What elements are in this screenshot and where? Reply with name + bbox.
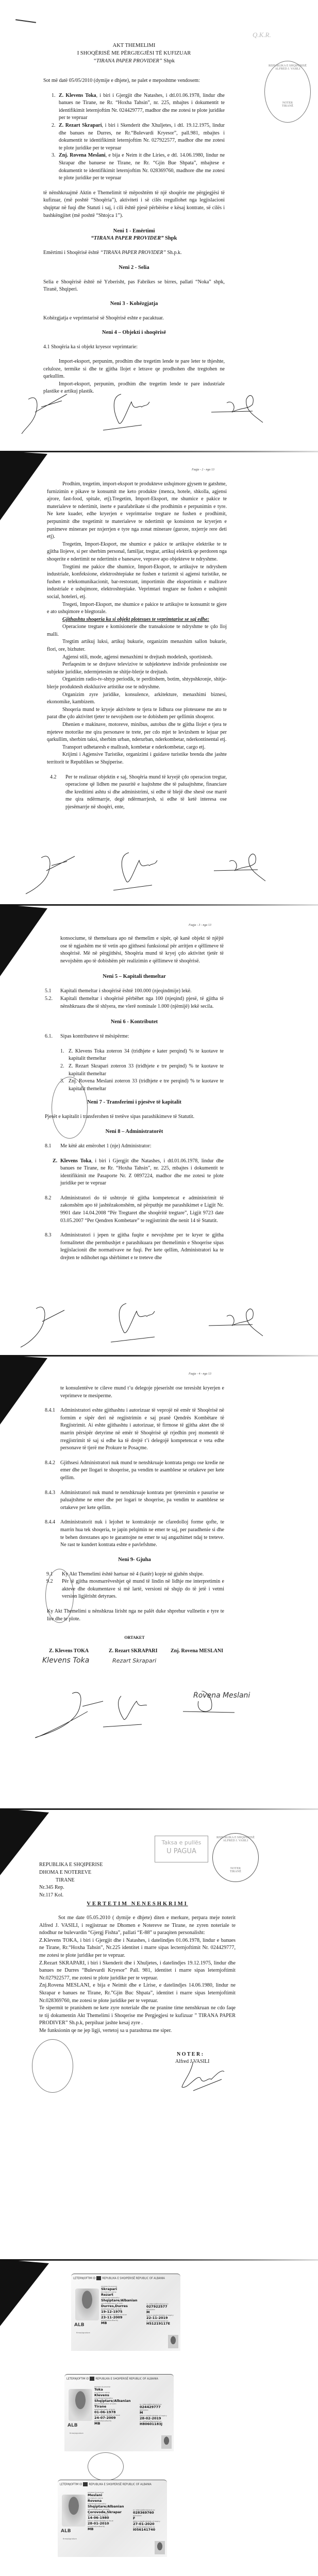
- party-2: 2. Z. Rezart Skrapari, i biri i Skenderit dhe Xhuljetes, i dtl. 19.12.1975, lindur dhe banues ne Durres, ne Rr.“Bulevardi Kryesor”, pall.981, mbajtes i dokumentit te identifikimit leternjoftim Nr. 027922577, madhor dhe me zotesi te plote juridike per te vepruar: [52, 122, 225, 151]
- clause-6-1: 6.1. Sipas kontributeve të mësipërme:: [45, 1033, 224, 1041]
- object-paragraph: Organizim zyre juridike, konsulence, arkitekture, menaxhimi biznesi, ekonomike, kambizem.: [47, 691, 227, 705]
- closing-statement: Ky Akt Themelimi u nënshkrua lirisht nga ne palët duke shprehur vullnetin e tyre te lire dhe te plote.: [47, 1608, 224, 1622]
- object-paragraph: Agjensi stili, mode, agjensi menaxhimi te drejtash modelesh, sportistesh.: [62, 654, 213, 660]
- share-item: 3. Znj. Rovena Meslani zoteron 33 (tridhjete e tre perqind) % te kuotave te kapitalit themeltar: [60, 1078, 224, 1092]
- object-paragraph: Tregtim artikuj luksi, artikuj bukurie, organizim menaxhim sallon bukurie, flori, ore, bizhuter.: [47, 639, 227, 653]
- certificate-title: VERTETIM NENESHKRIMI: [87, 1901, 188, 1907]
- page-3: [0, 904, 318, 1355]
- clause-4-2: 4.2 Per te realizuar objektin e saj, Shoqëria mund të kryejë çdo operacion tregtar, operacione që lidhen me pasuritë e luajtshme dhe të paluajtshme, financiare dhe kreditimi ashtu si dhe administrimi, si edhe të blejë dhe shesë ose marrë me qira ndërmarrje, degë ndërmarrjesh, si edhe të ketë interesa ose pjesëmarrje në shoqëri, ente,: [50, 774, 227, 810]
- article-3-heading: Neni 3 - Kohëzgjatja: [110, 300, 158, 307]
- page-3-content: [45, 935, 224, 1262]
- party-3: 3. Znj. Rovena Meslani, e bija e Neim it dhe Liries, e dtl. 14.06.1980, lindur ne Skrapar dhe banuese ne Tirane, ne Rr. “Gjin Bue Shpata”, mbajtese e dokumentit te identifikimit leternjoftim Nr. 028369760, madhore dhe me zotesi te plote juridike per te vepruar: [52, 152, 225, 181]
- handwritten-name: Rovena Meslani: [193, 1691, 250, 1700]
- clause-number: 8.2: [45, 1195, 52, 1201]
- partners-heading: ORTAKET: [124, 1635, 145, 1640]
- flag-icon: [90, 2377, 94, 2381]
- page-5-notary-certificate: [0, 1808, 318, 2259]
- article-1-text: Emërtimi i Shoqërisë është “TIRANA PAPER PROVIDER” Sh.p.k.: [43, 250, 182, 256]
- clause-8-4-4: 8.4.4 Administratorit nuk i lejohet te kontraktoje ne cfaredolloj forme qofte, te marrin hua tek shoqeria, te japin pelqimin ne emer te saj, per paradhenie si dhe te behen dorezanes apo te garantojne ne emer te saj angazhimet ndaj te treteve. Ne rast te kundert kontrata eshte e pavlefshme.: [45, 1519, 224, 1548]
- folded-corner: [0, 904, 52, 976]
- object-paragraph: Transport udhetaresh e mallrash, kombetar e nderkombetar, cargo etj.: [62, 744, 206, 750]
- clause-5-1: 5.1 Kapitali themeltar i shoqërisë është 100.000 (njeqindmije) lekë.: [45, 988, 224, 995]
- administrator: Z. Klevens Toka, i biri i Gjergjit dhe Natashes, i dtl.01.06.1978, lindur dhe banues ne Tirane, ne Rr. “Hoxha Tahsin”, nr. 225, mbajtes i dokumentit te identifikimit me Pasaporte Nr. Z 0897224, madhor dhe me zotesi te plote juridike per te vepruar: [53, 1158, 224, 1187]
- tax-paid-stamp: Taksa e pullës U PAGUA: [155, 1836, 208, 1862]
- page-number: Faqja - 4 - nga 13: [189, 1372, 211, 1376]
- certificate-paragraph: Znj.Rovena MESLANI, e bija e Neimit dhe e Lirise, e datelindjes 14.06.1980, lindur ne Skrapar e banues ne Tirane, Rr.”Gjin Buc Shpata”, identitet i marre sipas leternjoftimit Nr.028369760, me zotesi te plote juridike per te vepruar.: [39, 1982, 236, 2004]
- supplementary-heading: Gjithashtu shoqeria ka si objekt plotesues te veprimtarise se saj edhe:: [62, 616, 210, 622]
- clause-number: 5.1: [45, 988, 52, 994]
- flag-icon: [96, 2276, 101, 2280]
- article-7-text: Pjesët e kapitalit i transferohen të tretëve sipas parashikimeve të Statutit.: [45, 1114, 195, 1120]
- id-photo: [62, 2495, 86, 2527]
- certificate-body: [39, 1914, 236, 2035]
- clause-8-3: 8.3 Administratori i jepen te gjitha fuqite e nevojshme per te kryer te gjitha formalitetet dhe permbushjet e parashikuara per themelimin e Shoqerise sipas legjislacionit dhe normativave ne fuqi. Per kete qellim, Administratori ka te drejten te ndihohet nga shërbimet e te treteve dhe: [45, 1232, 224, 1261]
- page-1-content: [43, 42, 225, 396]
- company-name: “TIRANA PAPER PROVIDER” Shpk: [93, 58, 175, 64]
- id-photo: [69, 2389, 92, 2421]
- flag-icon: [83, 2482, 88, 2486]
- object-paragraph: Prodhim, tregetim, import-eksport te produkteve ushqimore gjysem te gatshme, furnizimin e pikave te konsumit me keto produkte (menca, hotele, shkolla, agjensi ajrore, fast-food, spitale, etj).Tregetim, Import-Eksport, me shumice e pakice te materialeve te ndertimit, inerte e parafabrikate si dhe prodhimin e perpunimin e tyre. Ne kete kuader, edhe kryerjen e veprimtarise tregtare ne fushen e prodhimit, perpunimit dhe tregetimit te materialeve te ndertimit qe konsiston ne kryerjen e punimeve minerare per nxjerrjen e tyre nga zonat minerare (gurore, nxjerrje rere deti etj).: [47, 481, 227, 540]
- article-8-heading: Neni 8 – Administratorët: [105, 1128, 163, 1134]
- notary-signature: [178, 2059, 229, 2095]
- id-card: LETERNJOFTIM ID REPUBLIKA E SHQIPERISË REPUBLIC OF ALBANIA ALB firma/signature mbiemri/surname Skrapari emri/given name Rezart shtetësia/nationality Shqiptare/Albanian vendlindja/place of birth Durres,Durres datëlindja/date of birth 19-12-1975 data e lëshimit/date of issue 23-11-2009 autoriteti/authority MB nr. leternjoftimit/card no 027922577 gjinia/sex M data e skadimit/date of expiry 22-11-2019 nr. personal/personal no H51219117E: [71, 2274, 180, 2351]
- folded-corner: [0, 451, 52, 523]
- clause-number: 4.2: [50, 774, 57, 780]
- party-1: 1. Z. Klevens Toka, i biri i Gjergjit dhe Natashes, i dtl.01.06.1978, lindur dhe banues ne Tirane, ne Rr. “Hoxha Tahsin”, nr. 225, mbajtes i dokumentit te identifikimit leternjoftim Nr. 024429777, madhor dhe me zotesi te plote juridike per te vepruar: [52, 92, 225, 121]
- object-paragraph: Tregeti, Import-Eksport, me shumice e pakice te artikujve te konsumit te gjere e ato ushqimore e blegtorale.: [47, 601, 227, 615]
- clause-number: 8.3: [45, 1232, 52, 1239]
- clause-number: 8.4.4: [45, 1519, 55, 1526]
- article-4-1: 4.1 Shoqëria ka si objekt kryesor veprimtarie:: [43, 344, 138, 350]
- partner-name: Z. Klevens TOKA: [49, 1648, 89, 1654]
- article-1-subheading: “TIRANA PAPER PROVIDER” Shpk: [91, 235, 177, 242]
- partner-name: Z. Rezart SKRAPARI: [109, 1648, 158, 1654]
- continuation: te konsulentëve te cileve mund t’u delegoje pjeserisht ose teresisht kryerjen e veprimeve te mesiperme.: [60, 1385, 224, 1399]
- clause-number: 9.1: [46, 1571, 53, 1577]
- signatures: [10, 850, 309, 902]
- id-photo-small: [168, 2335, 178, 2348]
- share-item: 2. Z. Rezart Skrapari zoteron 33 (tridhjete e tre perqind) % te kuotave te kapitalit themeltar: [60, 1063, 224, 1077]
- clause-8-4-3: 8.4.3 Administratori nuk mund te nenshkruaje kontrata per tjetersimin e pasurise se paluajtshme ne emer dhe per logari te shoqerise, pa vendim te asamblese se ortakeve per kete qellim.: [45, 1489, 224, 1511]
- notary-label: N O T E R :: [177, 2052, 204, 2057]
- id-card: LETERNJOFTIM ID REPUBLIKA E SHQIPERISË REPUBLIC OF ALBANIA ALB firma/signature mbiemri/surname Toka emri/given name Klevens shtetësia/nationality Shqiptare/Albanian vendlindja/place of birth Tirane datëlindja/date of birth 01-06-1978 data e lëshimit/date of issue 24-07-2009 autoriteti/authority MB nr. leternjoftimit/card no 024429777 gjinia/sex M data e skadimit/date of expiry 28-02-2019 nr. personal/personal no H80601183J: [64, 2374, 174, 2451]
- object-paragraph: Import-eksport, perpunim, prodhim dhe tregetim lende te pare industriale plastike e artikuj plastik.: [43, 381, 225, 395]
- page-2: [0, 451, 318, 904]
- article-1-heading: Neni 1 - Emërtimi: [113, 228, 155, 234]
- folded-corner: [0, 2259, 52, 2331]
- notary-stamp: REPUBLIKA E SHQIPËRISË ALFRED J. VASILI NOTER TIRANË: [212, 1833, 259, 1882]
- clause-9-2: 9.2 Për të gjitha mosmarrëveshjet që mund të lindin në lidhje me interpretimin e akteve dhe dokumentave si më lartë, versioni në shqip do të jetë i vetmi version ligjërisht detyrues.: [46, 1579, 224, 1600]
- id-photo-small: [161, 2435, 172, 2449]
- notary-header: REPUBLIKA E SHQIPERISE DHOMA E NOTEREVE TIRANE Nr.345 Rep. Nr.117 Kol.: [39, 1862, 103, 1899]
- doc-title: AKT THEMELIMI: [112, 43, 156, 48]
- object-paragraph: Perfaqesim te se drejtave televizive te subjekteteve individe profesioniste ose subjekte juridike, ndermjetesim ne shitje-blerje te drejtash.: [47, 662, 227, 675]
- id-card: LETERNJOFTIM ID REPUBLIKA E SHQIPERISË REPUBLIC OF ALBANIA ALB firma/signature mbiemri/surname Meslani emri/given name Rovena shtetësia/nationality Shqiptare/Albanian vendlindja/place of birth Çorovode,Skrapar datëlindja/date of birth 14-06-1980 data e lëshimit/date of issue 28-01-2010 autoriteti/authority MB nr. leternjoftimit/card no 028369760 gjinia/sex F data e skadimit/date of expiry 27-01-2020 nr. personal/personal no I056141740: [58, 2480, 167, 2557]
- id-photo-small: [155, 2541, 165, 2554]
- clause-number: 8.4.3: [45, 1489, 55, 1496]
- clause-5-2: 5.2. Kapitali themeltar i shoqërisë përbëhet nga 100 (njeqind) pjesë, të gjitha të nënshkruara dhe të shlyera, me vlerë nominale 1.000 (njëmijë) lekë secila.: [45, 995, 224, 1009]
- clause-8-4-1: 8.4.1 Administratori eshte gjithashtu i autorizuar të veprojë në emër të Shoqërisë në formim e sipër deri në regjistrimin e saj pranë Qendrës Kombëtare të Regjistrimit. Ai eshte gjithashtu i autorizuar, të firmose të gjitha aktet dhe të marrin përsipër detyrime në emër të Shoqërisë që rrjedhin prej momentit të rregjistrimit të saj si edhe ka të drejtë t’i delegojë kompetencat e veta edhe personave të tjerë me Prokure te Posaçme.: [45, 1408, 224, 1451]
- id-photo: [75, 2289, 99, 2320]
- page-4-content: [42, 1385, 250, 1709]
- object-paragraph: Organizim radio-tv-shtyp periodik, te perditshem, botim, shtypshkronje, shitje-blerje produktesh ekskluzive artistike ose te ndryshme.: [47, 676, 227, 690]
- founding-paragraph: të nënshkruajmë Aktin e Themelimit të mëposhtëm të një shoqërie me përgjegjësi të kufizuar, (më poshtë “Shoqëria”), aktiviteti i së cilës rregullohet nga legjislacioni shqiptar në fuqi dhe Statuti i saj, i cili është pjesë përbërëse e kësaj kontrate, së cilës i bashkëngjitet (më poshtë “Shtojca 1”).: [43, 190, 225, 218]
- signatures: [21, 1691, 289, 1742]
- partner-name: Znj. Rovena MESLANI: [171, 1648, 223, 1654]
- clause-8-1: 8.1 Me këtë akt emërohet 1 (nje) Administrator:: [45, 1143, 224, 1150]
- article-7-heading: Neni 7 - Transferimi i pjesëve të kapitalit: [87, 1099, 182, 1106]
- object-paragraph: Dhenien e makinave, motoreve, minibus, autobus dhe te gjitha llojet e tjera te mjeteve motorike me qira personave te trete, per cdo mjet te levizshem te lejuar per qarkullim, sherbim taksi, sherbim urban, nderurban, nderkombetar, nderkontinental etj.: [47, 722, 227, 743]
- article-3-text: Kohëzgjatja e veprimtarisë së Shoqërisë eshte e pacaktuar.: [43, 315, 164, 321]
- certificate-paragraph: Z.Rezart SKRAPARI, i biri i Skenderit dhe i Xhuljetes, i datelindjes 19.12.1975, lindur dhe banues ne Durres “Bulevardi Kryesor” Pall. 981, identitet i marre sipas leternjoftimit Nr.027922577, me zotesi te plote juridike per te vepruar.: [39, 1960, 236, 1981]
- page-1: [0, 0, 318, 448]
- clause-9-1: 9.1 Ky Akt Themelimi është hartuar në 4 (katër) kopje në gjuhën shqipe.: [46, 1571, 224, 1579]
- party-number: 3.: [52, 152, 56, 159]
- article-2-text: Selia e Shoqërisë është në Yzberisht, pas Fabrikes se birres, pallati “Noka” shpk, Tiranë, Shqiperi.: [43, 279, 225, 293]
- page-4: [0, 1355, 318, 1808]
- object-paragraph: Tregtimi me pakice dhe shumice, Import-Eksport, te artikujve te ndryshem industriale, konfeksione, elektroshtepiake ne fushen e turizmit si agjensi turistike, ne fushen e telekomunikacionit, bar-restorant, importimin dhe eksportimin e mallrave industriale e ushqimore, elektroshtepiake. Veprimtari tregtare ne fushen e ushqimit social, hoteleri, etj.: [47, 564, 227, 600]
- article-4-heading: Neni 4 – Objekti i shoqërisë: [102, 330, 166, 336]
- article-9-heading: Neni 9- Gjuha: [118, 1556, 151, 1563]
- object-paragraph: Krijimi i Agjensive Turistike, organizimi i guidave turistike brenda dhe jashte territorit te Republikes se Shqiperise.: [47, 752, 227, 765]
- page-number: Faqja - 3 - nga 13: [189, 924, 211, 927]
- certificate-paragraph: Sot me date 05.05.2010 ( dymije e dhjete) diten e merkure, perpara meje noterit Alfred J. VASILI, i regjistruar ne Dhomen e Notereve ne Tirane, ne zyren noteriale te ndodhur ne bulevardin “Gjergj Fishta”, pallati “E-88” u paraqiten personalisht:: [39, 1915, 236, 1936]
- party-number: 2.: [52, 122, 56, 128]
- article-6-heading: Neni 6 - Kontributet: [110, 1019, 158, 1025]
- article-5-heading: Neni 5 – Kapitali themeltar: [103, 974, 166, 980]
- folded-corner: [0, 1355, 52, 1427]
- intro: Sot më datë 05/05/2010 (dymije e dhjete), ne palet e meposhtme vendosem:: [43, 78, 200, 83]
- object-paragraph: Import-eksport, perpunim, prodhim dhe tregetim lende te pare leter te thjeshte, celuloze, termike si dhe te gjitha llojet e letrave qe prodhohen dhe tregtohen ne qarkullim.: [43, 359, 225, 380]
- notary-stamp: [32, 2039, 73, 2093]
- certificate-paragraph: Te sipermit te pranishem ne kete zyre noteriale dhe ne pranine time nenshkruan ne cdo faqe te tij dokumentin Akt Themelimi i Shoqerise me Pergjegjesi te kufizuar ” TIRANA PAPER PRODIVER” Sh.p.k, perpiluar jashte kesaj zyre .: [39, 2005, 236, 2026]
- clause-number: 5.2.: [45, 995, 53, 1002]
- certificate-paragraph: Z.Klevens TOKA, i biri i Gjergjit dhe i Natashes, i datelindjes 01.06.1978, lindur e banues ne Tirane, Rr.“Hoxha Tahsin”, Nr.225 identitet i marre sipas lecternjoftimit Nr. 024429777, me zotesi te plote juridike per te vepruar.: [39, 1937, 236, 1958]
- object-paragraph: Operacione tregtare e komisionerie dhe transaksione te ndryshme te çdo lloj malli.: [47, 624, 227, 637]
- doc-subtitle: I SHOQËRISË ME PËRGJEGJËSI TË KUFIZUAR: [77, 50, 191, 56]
- signatures: [10, 392, 309, 443]
- notary-name: Alfred J.VASILI: [175, 2059, 210, 2064]
- handwritten-name: Klevens Toka: [42, 1656, 90, 1665]
- object-paragraph: Shoqeria mund te kryeje aktivitete te tjera te lidhura ose plotesuese me ato te parat dhe çdo aktivitet tjeter te nevojshem ose te dobishem per qellimin shoqeror.: [47, 706, 227, 720]
- clause-number: 9.2: [46, 1579, 53, 1585]
- party-number: 1.: [52, 92, 56, 98]
- notary-stamp: [88, 2452, 124, 2481]
- clause-number: 8.4.1: [45, 1408, 55, 1414]
- object-paragraph: Tregetim, Import-Eksport, me shumice e pakice te artikujve elektrike te te gjitha llojeve, si per sherbim personal, familjar, tregtar, artikuj elektrik qe perdoren nga shoqerite e ndertimit ne ndertimin e banesave, veprave apo objekteve te ndryshme.: [47, 541, 227, 562]
- clause-8-4-2: 8.4.2 Gjithsesi Administratori nuk mund te nenshkruaje kontrata pengu ose kredie ne emer dhe per llogari te shoqerise, pa vendim te asamblese se ortakeve per kete qellim.: [45, 1460, 224, 1481]
- page-6-id-copies: [0, 2259, 318, 2568]
- share-item: 1. Z. Klevens Toka zoteron 34 (tridhjete e kater perqind) % te kuotave te kapitalit themeltar: [60, 1048, 224, 1062]
- clause-number: 8.1: [45, 1143, 52, 1149]
- objects-list: [47, 481, 227, 811]
- handwritten-mark: Q.K.R.: [253, 31, 271, 39]
- continuation: konsociume, të themeluara apo në themelim e sipër, që kanë objekt të njëjtë ose të ngjashëm me të vetin apo gjithsesi funksional për arritjen e qëllimeve të shoqërisë. Më në përgjithësi, Shoqëria mund të kryej çdo aktivitet tjetër të nevojshëm apo të dobishëm për realizimin e qëllimeve të shoqërisë.: [60, 936, 224, 964]
- clause-number: 6.1.: [45, 1033, 53, 1040]
- handwritten-name: Rezart Skrapari: [112, 1657, 157, 1665]
- staple-mark: [15, 19, 36, 23]
- clause-8-2: 8.2 Administratori do të ushtroje të gjitha kompetencat e administrimit të zakonshëm apo të jashtëzakonshëm, në përputhje me parashikimet e Ligjit Nr. 9901 date 14.04.2008 “Për Tregtaret dhe shoqëritë tregtare”, Ligjit 9723 date 03.05.2007 “Per Qendren Kombetare” te regjistrimit dhe nenit 14 të Statutit.: [45, 1195, 224, 1224]
- admin-prefix: Z.: [53, 1158, 58, 1164]
- signatures: [10, 1301, 309, 1352]
- clause-number: 8.4.2: [45, 1460, 55, 1466]
- article-2-heading: Neni 2 - Selia: [119, 264, 149, 270]
- certificate-paragraph: Me funksionin qe ne jep ligji, vertetoj sa u parashtrua me siper.: [39, 2027, 172, 2033]
- page-number: Faqja - 2 - nga 13: [192, 468, 214, 471]
- shares-list: [60, 1048, 224, 1093]
- notary-stamp: REPUBLIKA E SHQIPËRISË ALFRED J. VASILI NOTER TIRANË: [264, 61, 311, 123]
